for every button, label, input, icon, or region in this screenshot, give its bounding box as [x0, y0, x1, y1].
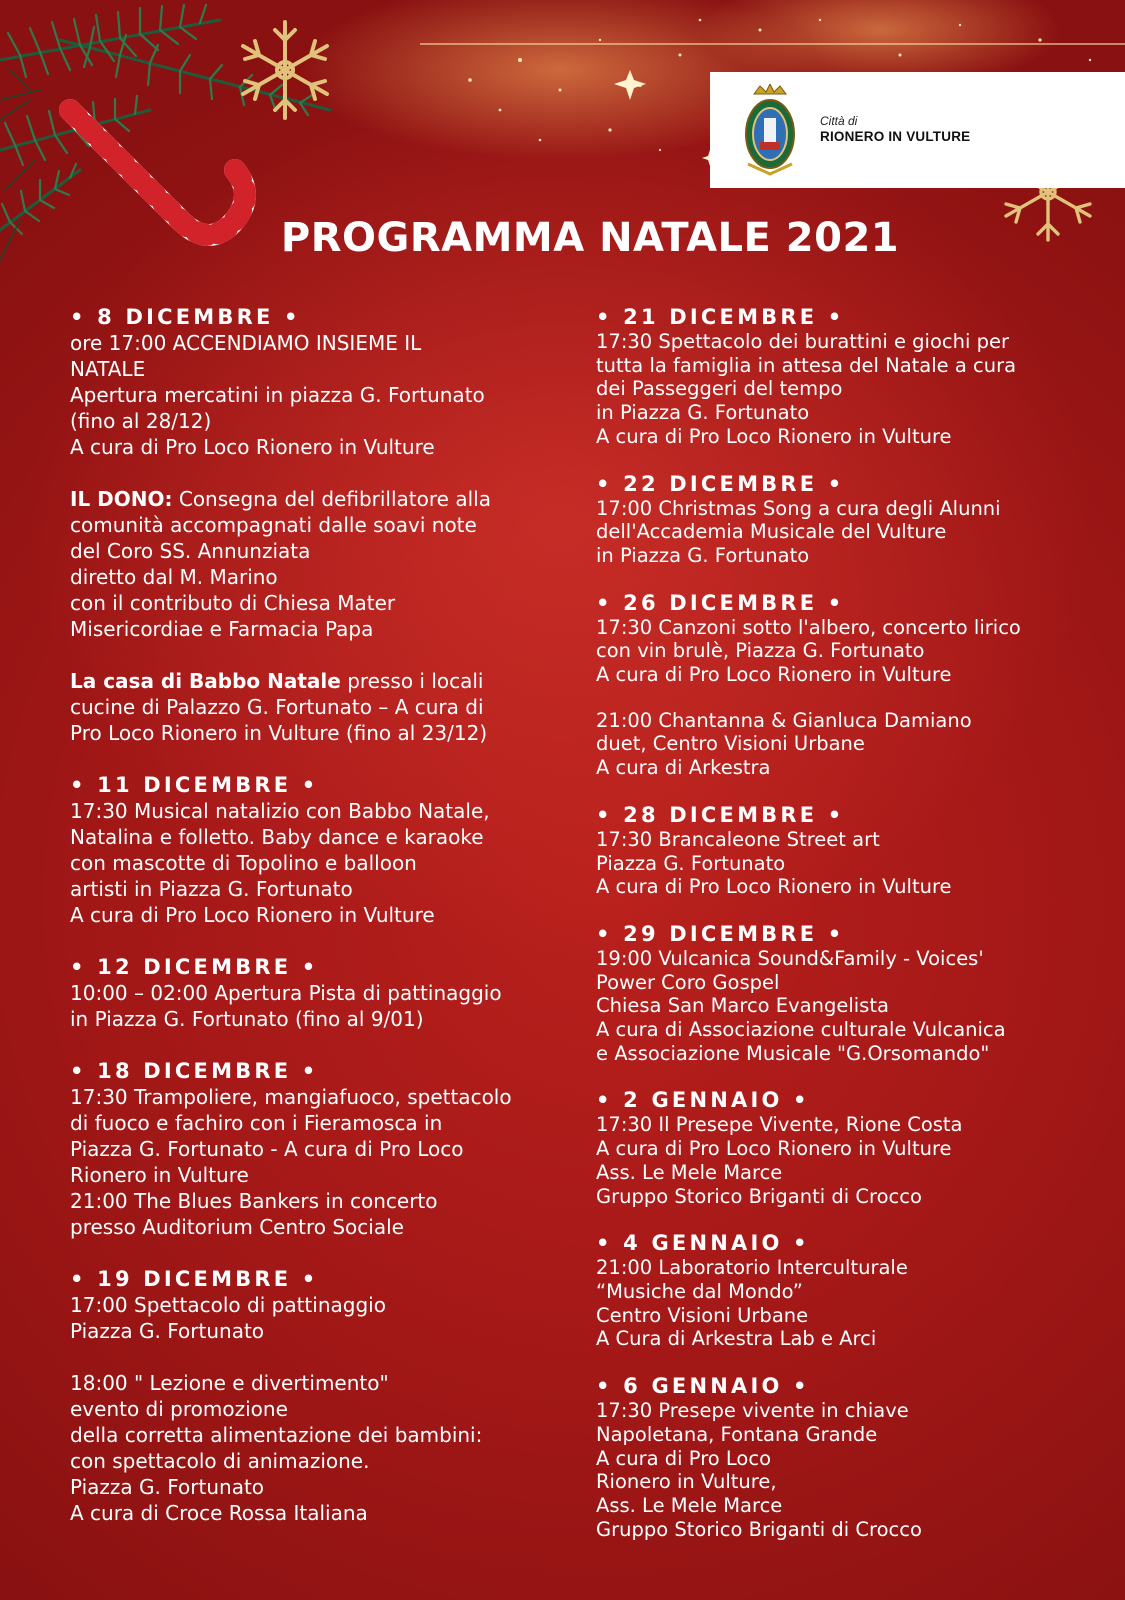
section-heading: • 21 DICEMBRE • [596, 305, 845, 329]
page-title: PROGRAMMA NATALE 2021 [280, 215, 900, 261]
event-line: duet, Centro Visioni Urbane [596, 732, 865, 756]
event-line: 17:00 Spettacolo di pattinaggio [70, 1293, 386, 1317]
event-line: A cura di Pro Loco Rionero in Vulture [70, 435, 435, 459]
event-line: 17:30 Brancaleone Street art [596, 827, 880, 851]
event-line: con vin brulè, Piazza G. Fortunato [596, 639, 925, 663]
event-section-19-dicembre [70, 1266, 570, 1526]
event-line: A cura di Arkestra [596, 756, 771, 780]
event-line: Gruppo Storico Briganti di Crocco [596, 1517, 922, 1541]
event-section-12-dicembre [70, 954, 570, 1032]
event-line: con spettacolo di animazione. [70, 1449, 370, 1473]
event-line: comunità accompagnati dalle soavi note [70, 513, 477, 537]
event-line: 17:30 Trampoliere, mangiafuoco, spettacolo [70, 1085, 512, 1109]
event-line: “Musiche dal Mondo” [596, 1279, 803, 1303]
event-section-29-dicembre [596, 921, 1096, 1066]
section-heading: • 11 DICEMBRE • [70, 773, 319, 797]
event-line: Misericordiae e Farmacia Papa [70, 617, 374, 641]
event-line: Pro Loco Rionero in Vulture (fino al 23/12) [70, 721, 488, 745]
event-line: Ass. Le Mele Marce [596, 1160, 783, 1184]
section-heading: • 18 DICEMBRE • [70, 1059, 319, 1083]
event-line: Piazza G. Fortunato [70, 1475, 265, 1499]
event-line: 18:00 " Lezione e divertimento" [70, 1371, 389, 1395]
event-line: (fino al 28/12) [70, 409, 212, 433]
city-logo-card [710, 72, 1125, 188]
section-heading: • 6 GENNAIO • [596, 1374, 810, 1399]
event-line: A cura di Pro Loco Rionero in Vulture [596, 424, 952, 448]
event-line: 17:30 Spettacolo dei burattini e giochi per [596, 330, 1009, 353]
section-heading: • 28 DICEMBRE • [596, 802, 845, 827]
event-line: 17:30 Musical natalizio con Babbo Natale, [70, 799, 490, 823]
section-heading: • 19 DICEMBRE • [70, 1267, 319, 1291]
event-section-4-gennaio [596, 1230, 1096, 1351]
section-heading: • 22 DICEMBRE • [596, 471, 845, 496]
event-line: Piazza G. Fortunato [596, 851, 786, 875]
event-line: 10:00 – 02:00 Apertura Pista di pattinaggio [70, 981, 502, 1005]
event-section-26-dicembre [596, 590, 1096, 780]
event-line: Chiesa San Marco Evangelista [596, 994, 889, 1018]
event-line: diretto dal M. Marino [70, 565, 278, 589]
event-line: 21:00 Laboratorio Interculturale [596, 1256, 908, 1280]
left-column [70, 304, 570, 1526]
event-line: cucine di Palazzo G. Fortunato – A cura di [70, 695, 484, 719]
event-section-2-gennaio [596, 1087, 1096, 1208]
event-line: dell'Accademia Musicale del Vulture [596, 520, 947, 544]
event-line: 17:00 Christmas Song a cura degli Alunni [596, 496, 1001, 520]
event-line: tutta la famiglia in attesa del Natale a cura [596, 353, 1017, 377]
event-section-21-dicembre [596, 304, 1096, 449]
section-heading: • 26 DICEMBRE • [596, 590, 845, 615]
event-line: 17:30 Presepe vivente in chiave [596, 1399, 909, 1423]
event-section-6-gennaio [596, 1373, 1096, 1541]
event-line: Napoletana, Fontana Grande [596, 1422, 878, 1446]
event-line: Piazza G. Fortunato [70, 1319, 265, 1343]
event-line: NATALE [70, 357, 146, 381]
event-line: A Cura di Arkestra Lab e Arci [596, 1327, 877, 1351]
event-line: in Piazza G. Fortunato [596, 543, 810, 567]
event-line: di fuoco e fachiro con i Fieramosca in [70, 1111, 443, 1135]
event-line: artisti in Piazza G. Fortunato [70, 877, 353, 901]
event-line: evento di promozione [70, 1397, 288, 1421]
event-line: A cura di Croce Rossa Italiana [70, 1501, 368, 1525]
event-line: A cura di Associazione culturale Vulcanica [596, 1018, 1006, 1042]
event-line: presso Auditorium Centro Sociale [70, 1215, 404, 1239]
event-line: A cura di Pro Loco Rionero in Vulture [70, 903, 435, 927]
event-line: A cura di Pro Loco Rionero in Vulture [596, 875, 952, 899]
event-line: Gruppo Storico Briganti di Crocco [596, 1184, 922, 1208]
event-line: Piazza G. Fortunato - A cura di Pro Loco [70, 1137, 464, 1161]
section-heading: • 2 GENNAIO • [596, 1088, 810, 1113]
section-heading: • 8 DICEMBRE • [70, 305, 301, 329]
event-section-11-dicembre [70, 772, 570, 928]
section-heading: • 12 DICEMBRE • [70, 955, 319, 979]
event-line: La casa di Babbo Natale presso i locali [70, 669, 484, 693]
event-line: del Coro SS. Annunziata [70, 539, 311, 563]
event-line: Rionero in Vulture [70, 1163, 249, 1187]
event-line: A cura di Pro Loco Rionero in Vulture [596, 1137, 952, 1161]
event-line: 19:00 Vulcanica Sound&Family - Voices' [596, 946, 984, 970]
section-heading: • 29 DICEMBRE • [596, 921, 845, 946]
event-line: 21:00 Chantanna & Gianluca Damiano [596, 708, 972, 732]
event-line: 17:30 Canzoni sotto l'albero, concerto lirico [596, 615, 1021, 639]
event-line: in Piazza G. Fortunato (fino al 9/01) [70, 1007, 424, 1031]
event-line: Centro Visioni Urbane [596, 1303, 809, 1327]
event-section-22-dicembre [596, 471, 1096, 568]
event-line: Ass. Le Mele Marce [596, 1493, 783, 1517]
section-heading: • 4 GENNAIO • [596, 1231, 810, 1256]
event-line: A cura di Pro Loco Rionero in Vulture [596, 663, 952, 687]
event-line: IL DONO: Consegna del defibrillatore alla [70, 487, 491, 511]
event-line: della corretta alimentazione dei bambini: [70, 1423, 483, 1447]
event-line: e Associazione Musicale "G.Orsomando" [596, 1041, 990, 1065]
event-line: A cura di Pro Loco [596, 1446, 772, 1470]
event-line: Natalina e folletto. Baby dance e karaoke [70, 825, 484, 849]
right-column [596, 304, 1096, 1541]
logo-line-1: Città di [820, 114, 858, 128]
event-section-28-dicembre [596, 802, 1096, 899]
event-line: in Piazza G. Fortunato [596, 401, 810, 425]
event-section-18-dicembre [70, 1058, 570, 1240]
event-line: 21:00 The Blues Bankers in concerto [70, 1189, 438, 1213]
event-line: Power Coro Gospel [596, 970, 780, 994]
event-line: Rionero in Vulture, [596, 1470, 777, 1494]
event-line: con mascotte di Topolino e balloon [70, 851, 417, 875]
logo-line-2: RIONERO IN VULTURE [820, 129, 971, 144]
event-line: 17:30 Il Presepe Vivente, Rione Costa [596, 1113, 963, 1137]
event-line: ore 17:00 ACCENDIAMO INSIEME IL [70, 331, 422, 355]
event-line: dei Passeggeri del tempo [596, 377, 843, 401]
event-line: Apertura mercatini in piazza G. Fortunato [70, 383, 485, 407]
city-crest-icon [740, 84, 800, 176]
event-section-8-dicembre [70, 304, 570, 746]
event-line: con il contributo di Chiesa Mater [70, 591, 396, 615]
